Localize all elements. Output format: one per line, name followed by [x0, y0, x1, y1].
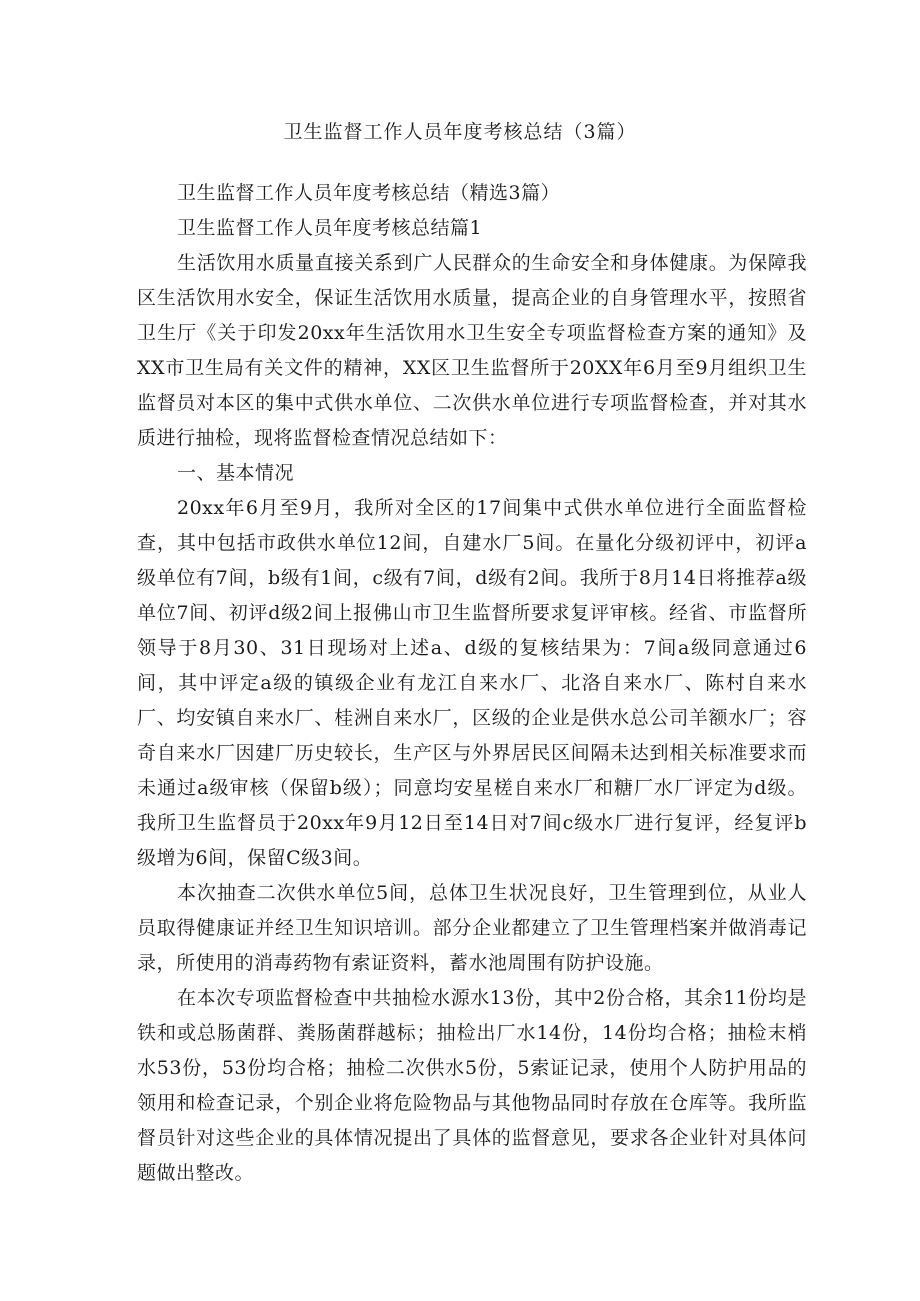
subtitle: 卫生监督工作人员年度考核总结（精选3篇） — [177, 182, 561, 204]
section-heading: 卫生监督工作人员年度考核总结篇1 — [177, 217, 483, 239]
document-body — [137, 176, 807, 1191]
section-heading-basic: 一、基本情况 — [177, 462, 295, 484]
document-title: 卫生监督工作人员年度考核总结（3篇） — [283, 121, 637, 143]
paragraph-basic-situation: 20xx年6月至9月，我所对全区的17间集中式供水单位进行全面监督检查，其中包括市政供水单位12间，自建水厂5间。在量化分级初评中，初评a级单位有7间，b级有1间，c级有7间，d级有2间。我所于8月14日将推荐a级单位7间、初评d级2间上报佛山市卫生监督所要求复评审核。经省、市监督所领导于8月30、31日现场对上述a、d级的复核结果为：7间a级同意通过6间，其中评定a级的镇级企业有龙江自来水厂、北洛自来水厂、陈村自来水厂、均安镇自来水厂、桂洲自来水厂，区级的企业是供水总公司羊额水厂；容奇自来水厂因建厂历史较长，生产区与外界居民区间隔未达到相关标准要求而未通过a级审核（保留b级）；同意均安星槎自来水厂和糖厂水厂评定为d级。我所卫生监督员于20xx年9月12日至14日对7间c级水厂进行复评，经复评b级增为6间，保留C级3间。 — [137, 497, 807, 869]
paragraph-intro: 生活饮用水质量直接关系到广人民群众的生命安全和身体健康。为保障我区生活饮用水安全，保证生活饮用水质量，提高企业的自身管理水平，按照省卫生厅《关于印发20xx年生活饮用水卫生安全专项监督检查方案的通知》及XX市卫生局有关文件的精神，XX区卫生监督所于20XX年6月至9月组织卫生监督员对本区的集中式供水单位、二次供水单位进行专项监督检查，并对其水质进行抽检，现将监督检查情况总结如下： — [137, 252, 807, 449]
paragraph-secondary-supply: 本次抽查二次供水单位5间，总体卫生状况良好，卫生管理到位，从业人员取得健康证并经卫生知识培训。部分企业都建立了卫生管理档案并做消毒记录，所使用的消毒药物有索证资料，蓄水池周围有防护设施。 — [137, 882, 807, 974]
paragraph-sampling: 在本次专项监督检查中共抽检水源水13份，其中2份合格，其余11份均是铁和或总肠菌群、粪肠菌群越标；抽检出厂水14份，14份均合格；抽检末梢水53份，53份均合格；抽检二次供水5份，5索证记录，使用个人防护用品的领用和检查记录，个别企业将危险物品与其他物品同时存放在仓库等。我所监督员针对这些企业的具体情况提出了具体的监督意见，要求各企业针对具体问题做出整改。 — [137, 987, 807, 1184]
